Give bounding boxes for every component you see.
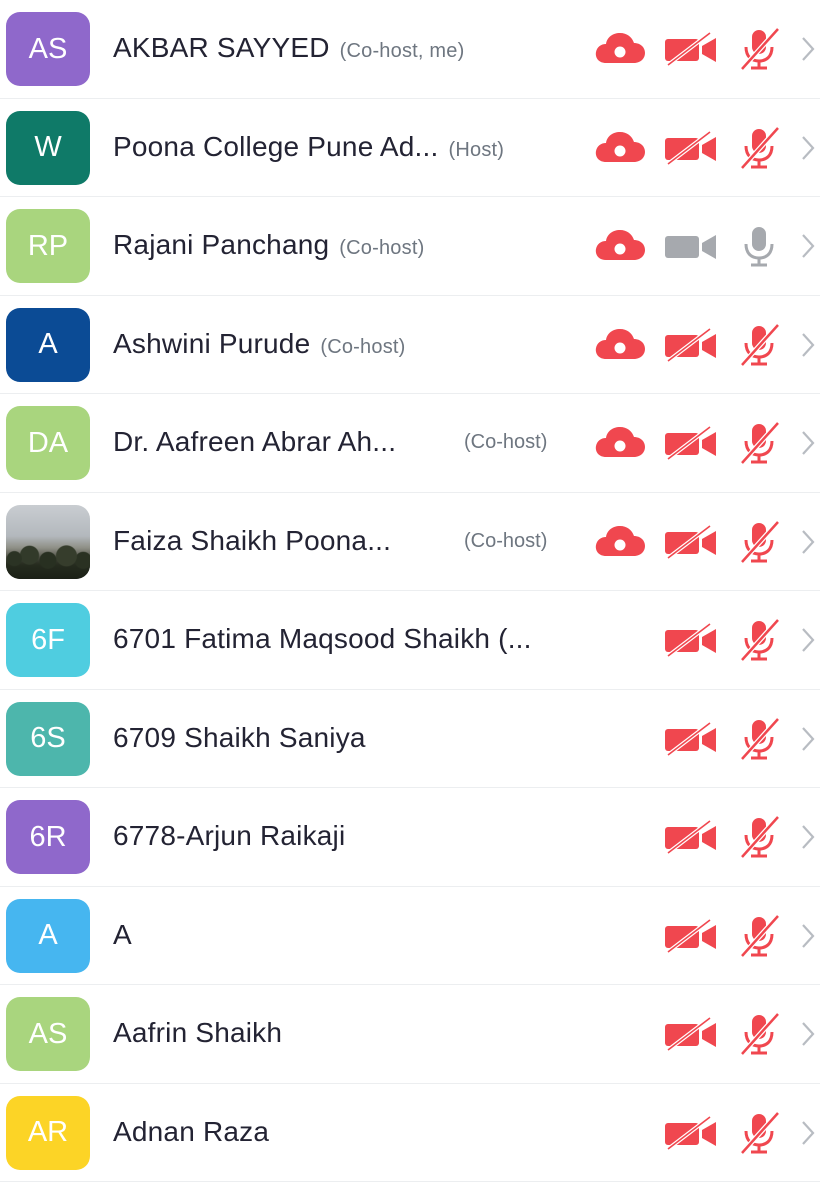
- cloud-icon: [594, 228, 646, 262]
- participant-row[interactable]: [0, 296, 820, 395]
- video-off-icon[interactable]: [664, 919, 718, 953]
- participant-name-text: 6701 Fatima Maqsood Shaikh (...: [113, 623, 532, 654]
- participant-role: (Co-host): [464, 530, 547, 553]
- participant-name-text: Poona College Pune Ad...: [113, 131, 439, 162]
- avatar: 6S: [6, 702, 90, 776]
- participant-name: [113, 820, 345, 852]
- mic-muted-icon[interactable]: [736, 520, 784, 564]
- participant-row[interactable]: [0, 985, 820, 1084]
- chevron-right-icon[interactable]: [800, 36, 816, 62]
- video-off-icon[interactable]: [664, 525, 718, 559]
- participant-name: [113, 426, 396, 458]
- cloud-icon: [594, 425, 646, 459]
- mic-muted-icon[interactable]: [736, 421, 784, 465]
- participant-row[interactable]: [0, 197, 820, 296]
- participant-name: [113, 229, 424, 261]
- mic-muted-icon[interactable]: [736, 323, 784, 367]
- participant-name-text: Rajani Panchang: [113, 229, 329, 260]
- participant-name-text: Ashwini Purude: [113, 328, 310, 359]
- participant-name-text: AKBAR SAYYED: [113, 32, 330, 63]
- mic-icon[interactable]: [736, 224, 784, 268]
- chevron-right-icon[interactable]: [800, 627, 816, 653]
- participant-name: [113, 328, 406, 360]
- participant-name: [113, 919, 132, 951]
- participant-role: (Co-host, me): [340, 40, 465, 62]
- mic-muted-icon[interactable]: [736, 1012, 784, 1056]
- video-off-icon[interactable]: [664, 328, 718, 362]
- video-off-icon[interactable]: [664, 32, 718, 66]
- chevron-right-icon[interactable]: [800, 824, 816, 850]
- participant-role: (Co-host): [464, 431, 547, 454]
- participant-row[interactable]: [0, 1084, 820, 1182]
- participant-name-text: A: [113, 919, 132, 950]
- participant-name-text: Aafrin Shaikh: [113, 1017, 282, 1048]
- chevron-right-icon[interactable]: [800, 1120, 816, 1146]
- cloud-icon: [594, 327, 646, 361]
- participant-name: [113, 1017, 282, 1049]
- mic-muted-icon[interactable]: [736, 27, 784, 71]
- avatar: A: [6, 899, 90, 973]
- video-icon[interactable]: [664, 229, 718, 263]
- participant-name-text: Adnan Raza: [113, 1116, 269, 1147]
- cloud-icon: [594, 130, 646, 164]
- participant-row[interactable]: [0, 99, 820, 198]
- video-off-icon[interactable]: [664, 131, 718, 165]
- chevron-right-icon[interactable]: [800, 529, 816, 555]
- chevron-right-icon[interactable]: [800, 135, 816, 161]
- participant-row[interactable]: [0, 788, 820, 887]
- chevron-right-icon[interactable]: [800, 332, 816, 358]
- chevron-right-icon[interactable]: [800, 923, 816, 949]
- chevron-right-icon[interactable]: [800, 430, 816, 456]
- participant-name: [113, 525, 391, 557]
- participant-row[interactable]: [0, 0, 820, 99]
- avatar: AS: [6, 12, 90, 86]
- avatar: 6F: [6, 603, 90, 677]
- avatar: RP: [6, 209, 90, 283]
- participant-name-text: 6709 Shaikh Saniya: [113, 722, 366, 753]
- mic-muted-icon[interactable]: [736, 815, 784, 859]
- chevron-right-icon[interactable]: [800, 726, 816, 752]
- participant-name: [113, 1116, 269, 1148]
- video-off-icon[interactable]: [664, 722, 718, 756]
- chevron-right-icon[interactable]: [800, 233, 816, 259]
- avatar: 6R: [6, 800, 90, 874]
- participant-name-text: Dr. Aafreen Abrar Ah...: [113, 426, 396, 457]
- video-off-icon[interactable]: [664, 426, 718, 460]
- video-off-icon[interactable]: [664, 820, 718, 854]
- participant-name: [113, 131, 504, 163]
- cloud-icon: [594, 31, 646, 65]
- mic-muted-icon[interactable]: [736, 914, 784, 958]
- mic-muted-icon[interactable]: [736, 126, 784, 170]
- cloud-icon: [594, 524, 646, 558]
- avatar: AR: [6, 1096, 90, 1170]
- participant-row[interactable]: [0, 394, 820, 493]
- participant-name-text: 6778-Arjun Raikaji: [113, 820, 345, 851]
- avatar: W: [6, 111, 90, 185]
- participant-role: (Co-host): [320, 336, 405, 358]
- avatar: A: [6, 308, 90, 382]
- participant-row[interactable]: [0, 690, 820, 789]
- participant-role: (Host): [449, 139, 505, 161]
- participant-name: [113, 32, 464, 64]
- participant-name-text: Faiza Shaikh Poona...: [113, 525, 391, 556]
- chevron-right-icon[interactable]: [800, 1021, 816, 1047]
- video-off-icon[interactable]: [664, 1116, 718, 1150]
- participant-name: [113, 722, 366, 754]
- mic-muted-icon[interactable]: [736, 618, 784, 662]
- video-off-icon[interactable]: [664, 623, 718, 657]
- mic-muted-icon[interactable]: [736, 717, 784, 761]
- participant-name: [113, 623, 532, 655]
- mic-muted-icon[interactable]: [736, 1111, 784, 1155]
- avatar: DA: [6, 406, 90, 480]
- avatar: AS: [6, 997, 90, 1071]
- video-off-icon[interactable]: [664, 1017, 718, 1051]
- avatar: [6, 505, 90, 579]
- participant-role: (Co-host): [339, 237, 424, 259]
- participant-row[interactable]: [0, 887, 820, 986]
- participant-row[interactable]: [0, 493, 820, 592]
- participant-row[interactable]: [0, 591, 820, 690]
